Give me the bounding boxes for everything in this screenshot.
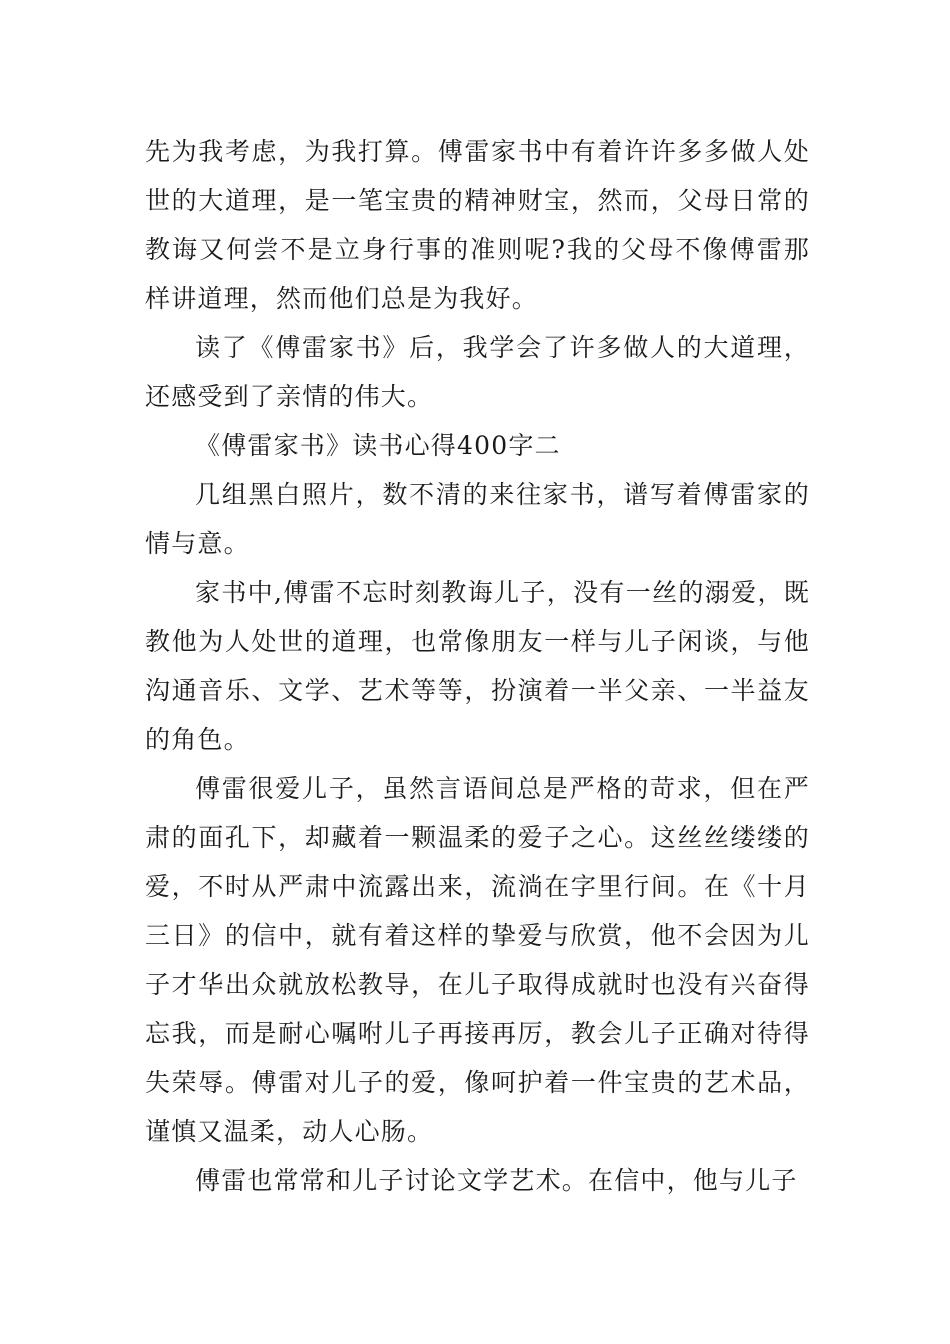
section-heading: 《傅雷家书》读书心得400字二 [195, 431, 561, 460]
paragraph-4: 家书中,傅雷不忘时刻教诲儿子，没有一丝的溺爱，既教他为人处世的道理，也常像朋友一样与儿子闲谈，与他沟通音乐、文学、艺术等等，扮演着一半父亲、一半益友的角色。 [145, 578, 810, 754]
document-body [145, 127, 810, 1205]
paragraph-6: 傅雷也常常和儿子讨论文学艺术。在信中，他与儿子 [195, 1166, 798, 1195]
paragraph-5: 傅雷很爱儿子，虽然言语间总是严格的苛求，但在严肃的面孔下，却藏着一颗温柔的爱子之心。这丝丝缕缕的爱，不时从严肃中流露出来，流淌在字里行间。在《十月三日》的信中，就有着这样的挚爱与欣赏，他不会因为儿子才华出众就放松教导，在儿子取得成就时也没有兴奋得忘我，而是耐心嘱咐儿子再接再厉，教会儿子正确对待得失荣辱。傅雷对儿子的爱，像呵护着一件宝贵的艺术品，谨慎又温柔，动人心肠。 [145, 774, 810, 1146]
paragraph-3: 几组黑白照片，数不清的来往家书，谱写着傅雷家的情与意。 [145, 480, 810, 558]
paragraph-1: 先为我考虑，为我打算。傅雷家书中有着许许多多做人处世的大道理，是一笔宝贵的精神财宝，然而，父母日常的教诲又何尝不是立身行事的准则呢?我的父母不像傅雷那样讲道理，然而他们总是为我好。 [145, 137, 810, 313]
paragraph-2: 读了《傅雷家书》后，我学会了许多做人的大道理，还感受到了亲情的伟大。 [145, 333, 810, 411]
